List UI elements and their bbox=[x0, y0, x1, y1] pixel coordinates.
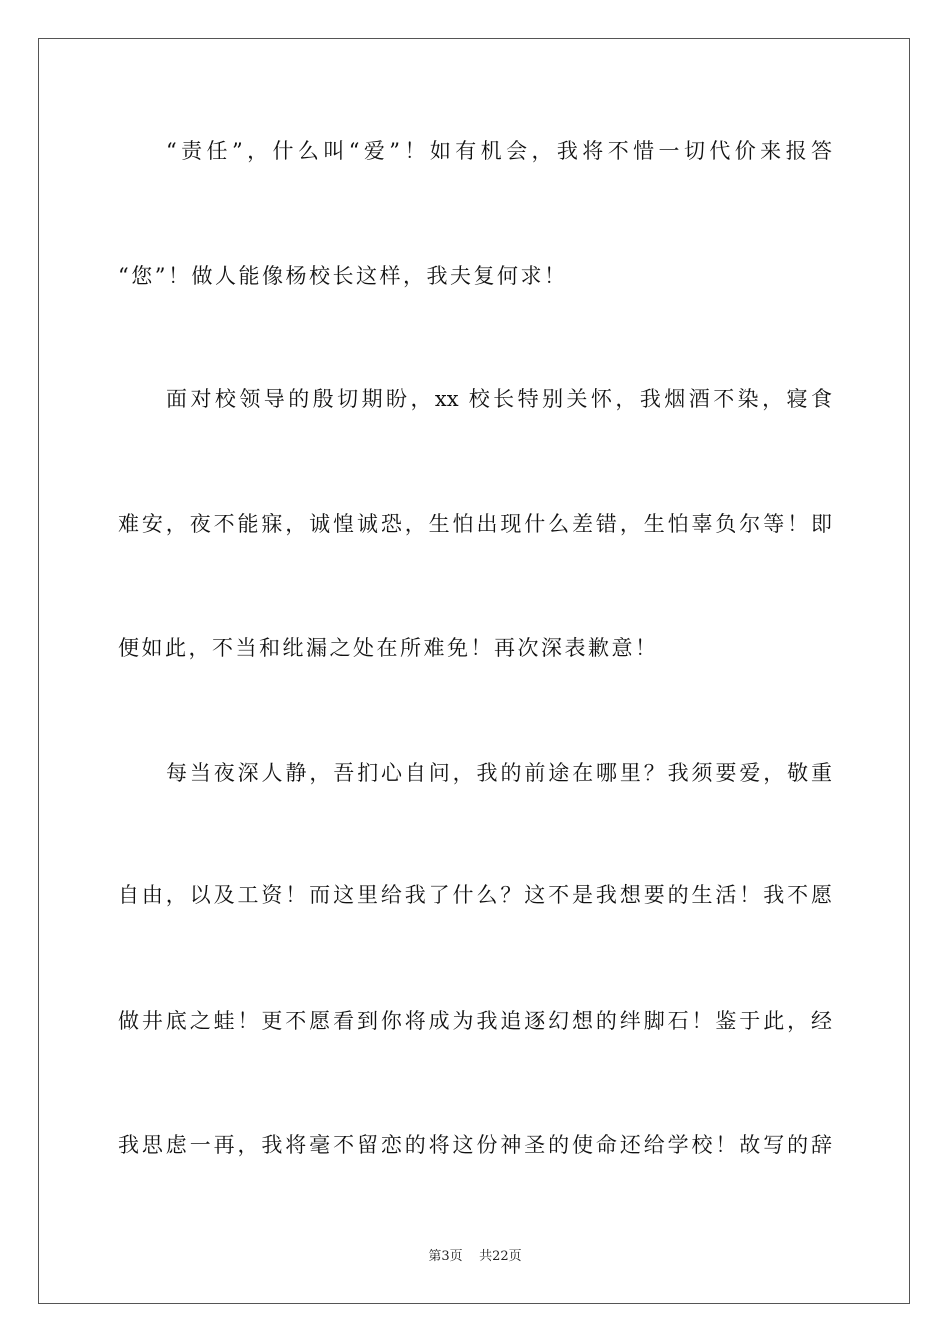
text-line-8: 做井底之蛙！更不愿看到你将成为我追逐幻想的绊脚石！鉴于此，经 bbox=[118, 1009, 832, 1033]
text-line-2: “您”！做人能像杨校长这样，我夫复何求！ bbox=[118, 264, 568, 288]
page-footer bbox=[0, 1248, 950, 1266]
text-line-5: 便如此，不当和纰漏之处在所难免！再次深表歉意！ bbox=[118, 636, 659, 660]
page-border bbox=[38, 38, 910, 1304]
text-line-1: “责任”，什么叫“爱”！如有机会，我将不惜一切代价来报答 bbox=[166, 139, 832, 163]
text-line-9: 我思虑一再，我将毫不留恋的将这份神圣的使命还给学校！故写的辞 bbox=[118, 1133, 832, 1157]
page-number: 第3页 bbox=[428, 1249, 463, 1264]
text-line-4: 难安，夜不能寐，诚惶诚恐，生怕出现什么差错，生怕辜负尔等！即 bbox=[118, 512, 832, 536]
text-line-6: 每当夜深人静，吾扪心自问，我的前途在哪里？我须要爱，敬重 bbox=[166, 761, 832, 785]
page-total: 共22页 bbox=[479, 1249, 522, 1264]
text-line-7: 自由，以及工资！而这里给我了什么？这不是我想要的生活！我不愿 bbox=[118, 883, 832, 907]
text-line-3: 面对校领导的殷切期盼，xx 校长特别关怀，我烟酒不染，寝食 bbox=[166, 387, 832, 411]
